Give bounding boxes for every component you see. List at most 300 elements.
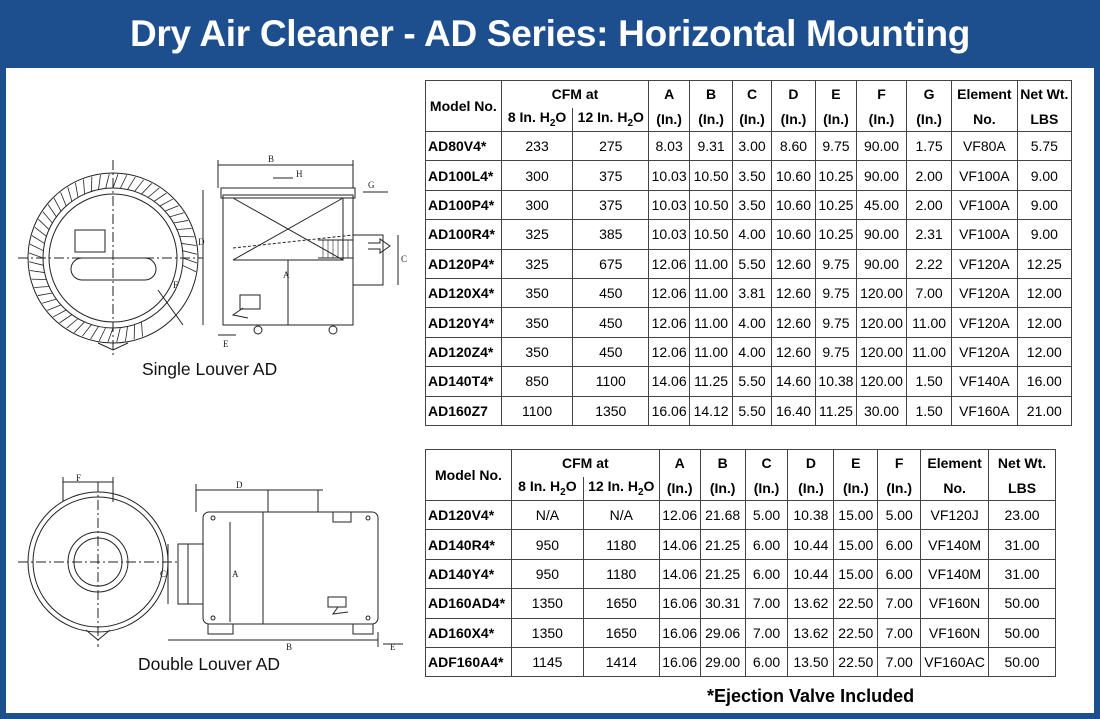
louver-blade	[74, 322, 84, 333]
louver-blade	[54, 198, 61, 211]
table-cell: 11.25	[815, 396, 856, 425]
table-cell: 12.06	[649, 278, 690, 307]
louver-blade	[174, 220, 189, 223]
single-dim-d: D	[198, 237, 205, 247]
table-cell: 9.75	[815, 337, 856, 366]
louver-blade	[29, 262, 43, 266]
louver-blade	[180, 236, 195, 237]
double-dim-f: F	[76, 473, 82, 483]
single-louver-table	[425, 80, 1072, 426]
double-dim-e: E	[390, 642, 396, 652]
table-cell: 13.62	[788, 589, 834, 618]
louver-blade	[60, 315, 72, 323]
double-dim-d: D	[236, 480, 243, 490]
louver-blade	[181, 243, 196, 245]
louver-blade	[30, 244, 43, 250]
col-dim-e: E	[815, 81, 856, 108]
model-number-cell: AD100L4*	[426, 161, 502, 190]
unit-d: (In.)	[771, 108, 815, 132]
table-cell: VF160N	[921, 589, 989, 618]
table-cell: 16.06	[659, 618, 700, 647]
table-cell: 325	[501, 220, 573, 249]
table-cell: VF120J	[921, 501, 989, 530]
table-cell: 14.12	[690, 396, 733, 425]
table-cell: 1.50	[907, 396, 952, 425]
table-row	[426, 308, 1072, 337]
table-cell: 21.00	[1017, 396, 1071, 425]
table-cell: 29.06	[700, 618, 745, 647]
table-cell: 23.00	[989, 501, 1056, 530]
table-cell: 9.75	[815, 132, 856, 161]
louver-blade	[29, 253, 43, 258]
table-cell: 9.75	[815, 249, 856, 278]
table-cell: 11.00	[690, 249, 733, 278]
double-louver-drawing	[18, 472, 418, 652]
table-cell: 11.00	[907, 308, 952, 337]
table-cell: 4.00	[733, 308, 772, 337]
single-dim-a: A	[283, 270, 290, 280]
table-cell: 31.00	[989, 559, 1056, 588]
table-cell: N/A	[583, 501, 659, 530]
single-dim-e: E	[223, 339, 229, 349]
single-louver-caption: Single Louver AD	[142, 359, 278, 379]
table-cell: 3.50	[733, 161, 772, 190]
table-cell: 22.50	[834, 589, 878, 618]
unit-d: (In.)	[788, 477, 834, 501]
page-title: Dry Air Cleaner - AD Series: Horizontal Mounting	[0, 0, 1100, 68]
col-weight: Net Wt.	[989, 450, 1056, 477]
table-cell: VF80A	[952, 132, 1018, 161]
table-cell: 10.60	[771, 190, 815, 219]
table-cell: 15.00	[834, 530, 878, 559]
table-cell: 1650	[583, 589, 659, 618]
table-cell: 6.00	[745, 559, 788, 588]
table-cell: 7.00	[745, 589, 788, 618]
table-cell: 2.31	[907, 220, 952, 249]
table-row	[426, 278, 1072, 307]
table-cell: 350	[501, 337, 573, 366]
table-cell: 5.50	[733, 367, 772, 396]
table-row	[426, 132, 1072, 161]
table-cell: 10.44	[788, 530, 834, 559]
louver-blade	[38, 219, 49, 229]
model-number-cell: AD160X4*	[426, 618, 512, 647]
table-cell: 120.00	[856, 278, 906, 307]
table-cell: 12.60	[771, 337, 815, 366]
col-dim-a: A	[649, 81, 690, 108]
table-cell: 16.40	[771, 396, 815, 425]
table-cell: 4.00	[733, 220, 772, 249]
col-model: Model No.	[426, 450, 512, 501]
table-cell: VF120A	[952, 337, 1018, 366]
table-cell: 2.22	[907, 249, 952, 278]
table-cell: 31.00	[989, 530, 1056, 559]
table-row	[426, 190, 1072, 219]
table-cell: 12.00	[1017, 337, 1071, 366]
table-cell: 1350	[511, 618, 583, 647]
unit-f: (In.)	[878, 477, 921, 501]
table-cell: 14.06	[649, 367, 690, 396]
louver-blade	[141, 322, 142, 337]
louver-blade	[183, 251, 197, 255]
table-cell: 5.50	[733, 396, 772, 425]
col-cfm: CFM at	[511, 450, 659, 477]
table-cell: 450	[573, 308, 649, 337]
table-cell: 850	[501, 367, 573, 396]
louver-blade	[43, 212, 52, 223]
col-dim-a: A	[659, 450, 700, 477]
table-cell: 10.44	[788, 559, 834, 588]
table-cell: VF140A	[952, 367, 1018, 396]
model-number-cell: AD120Y4*	[426, 308, 502, 337]
model-number-cell: AD140Y4*	[426, 559, 512, 588]
table-row	[426, 589, 1056, 618]
col-cfm-8: 8 In. $H_2O$	[501, 108, 573, 132]
louver-blade	[177, 228, 192, 229]
double-louver-table	[425, 449, 1056, 677]
table-cell: VF160A	[952, 396, 1018, 425]
col-cfm: CFM at	[501, 81, 648, 108]
table-cell: VF100A	[952, 190, 1018, 219]
louver-blade	[117, 328, 121, 342]
table-cell: 3.81	[733, 278, 772, 307]
table-cell: 1650	[583, 618, 659, 647]
table-cell: 9.31	[690, 132, 733, 161]
table-cell: 12.60	[771, 249, 815, 278]
table-cell: 8.03	[649, 132, 690, 161]
table-cell: 10.50	[690, 161, 733, 190]
double-dim-b: B	[286, 642, 293, 652]
table-cell: 300	[501, 161, 573, 190]
table-cell: 120.00	[856, 337, 906, 366]
table-cell: 3.50	[733, 190, 772, 219]
table-cell: 1180	[583, 530, 659, 559]
model-number-cell: AD100R4*	[426, 220, 502, 249]
louver-blade	[75, 183, 78, 198]
louver-blade	[91, 326, 99, 338]
louver-blade	[128, 177, 136, 189]
table-cell: 5.50	[733, 249, 772, 278]
table-cell: 50.00	[989, 589, 1056, 618]
table-cell: 16.06	[649, 396, 690, 425]
louver-blade	[170, 213, 184, 217]
table-cell: 10.60	[771, 220, 815, 249]
louver-blade	[34, 286, 49, 287]
louver-blade	[32, 236, 44, 244]
table-cell: VF160N	[921, 618, 989, 647]
table-cell: 10.38	[815, 367, 856, 396]
model-number-cell: AD160AD4*	[426, 589, 512, 618]
unit-b: (In.)	[700, 477, 745, 501]
table-cell: 10.25	[815, 161, 856, 190]
model-number-cell: ADF160A4*	[426, 647, 512, 676]
table-cell: 7.00	[878, 618, 921, 647]
table-cell: 12.06	[659, 501, 700, 530]
table-cell: 4.00	[733, 337, 772, 366]
table-cell: 2.00	[907, 190, 952, 219]
table-cell: 9.00	[1017, 220, 1071, 249]
table-cell: 950	[511, 530, 583, 559]
table-cell: 90.00	[856, 249, 906, 278]
col-model: Model No.	[426, 81, 502, 132]
table-cell: N/A	[511, 501, 583, 530]
table-cell: 675	[573, 249, 649, 278]
table-cell: 350	[501, 308, 573, 337]
table-cell: VF140M	[921, 559, 989, 588]
table-cell: 12.06	[649, 308, 690, 337]
table-row	[426, 220, 1072, 249]
table-cell: 21.68	[700, 501, 745, 530]
col-dim-c: C	[745, 450, 788, 477]
table-cell: 90.00	[856, 220, 906, 249]
table-row	[426, 559, 1056, 588]
table-cell: VF120A	[952, 278, 1018, 307]
unit-e: (In.)	[834, 477, 878, 501]
col-dim-f: F	[878, 450, 921, 477]
table-cell: 120.00	[856, 367, 906, 396]
table-cell: 12.60	[771, 278, 815, 307]
model-number-cell: AD100P4*	[426, 190, 502, 219]
table-cell: 21.25	[700, 530, 745, 559]
louver-blade	[68, 187, 72, 201]
double-dim-a: A	[232, 569, 239, 579]
table-cell: 9.75	[815, 308, 856, 337]
table-cell: 9.00	[1017, 190, 1071, 219]
louver-blade	[120, 175, 126, 188]
table-cell: VF100A	[952, 220, 1018, 249]
table-cell: 1414	[583, 647, 659, 676]
table-cell: 45.00	[856, 190, 906, 219]
table-cell: 6.00	[745, 530, 788, 559]
model-number-cell: AD80V4*	[426, 132, 502, 161]
table-cell: 15.00	[834, 501, 878, 530]
table-cell: 90.00	[856, 161, 906, 190]
table-cell: 10.03	[649, 220, 690, 249]
ejection-valve-note: *Ejection Valve Included	[707, 686, 915, 706]
table-cell: 7.00	[907, 278, 952, 307]
table-cell: 10.03	[649, 161, 690, 190]
table-cell: 450	[573, 278, 649, 307]
table-cell: 50.00	[989, 647, 1056, 676]
table-cell: 10.50	[690, 220, 733, 249]
table-cell: 12.25	[1017, 249, 1071, 278]
table-cell: 11.25	[690, 367, 733, 396]
col-dim-g: G	[907, 81, 952, 108]
louver-blade	[108, 328, 113, 342]
table-cell: 12.06	[649, 337, 690, 366]
louver-blade	[183, 258, 197, 263]
col-weight-lbs: LBS	[1017, 108, 1071, 132]
table-cell: 16.00	[1017, 367, 1071, 396]
table-cell: 350	[501, 278, 573, 307]
louver-blade	[106, 174, 110, 188]
louver-blade	[38, 293, 53, 296]
table-row	[426, 618, 1056, 647]
louver-blade	[113, 174, 118, 188]
unit-g: (In.)	[907, 108, 952, 132]
model-number-cell: AD120V4*	[426, 501, 512, 530]
col-weight: Net Wt.	[1017, 81, 1071, 108]
table-cell: 3.00	[733, 132, 772, 161]
unit-b: (In.)	[690, 108, 733, 132]
louver-blade	[160, 199, 173, 206]
louver-blade	[134, 325, 135, 340]
table-cell: 1145	[511, 647, 583, 676]
col-cfm-12: 12 In. $H_2O$	[583, 477, 659, 501]
louver-blade	[82, 325, 91, 337]
col-element-no: No.	[952, 108, 1018, 132]
col-dim-b: B	[700, 450, 745, 477]
table-cell: 8.60	[771, 132, 815, 161]
table-cell: 10.25	[815, 190, 856, 219]
table-cell: 950	[511, 559, 583, 588]
double-louver-caption: Double Louver AD	[138, 654, 281, 674]
table-cell: 10.60	[771, 161, 815, 190]
table-cell: 9.75	[815, 278, 856, 307]
louver-blade	[61, 192, 67, 206]
louver-blade	[148, 188, 159, 197]
table-row	[426, 337, 1072, 366]
model-number-cell: AD140R4*	[426, 530, 512, 559]
table-cell: 275	[573, 132, 649, 161]
table-cell: VF100A	[952, 161, 1018, 190]
table-cell: 1180	[583, 559, 659, 588]
single-dim-f: F	[173, 280, 179, 290]
col-element-no: No.	[921, 477, 989, 501]
table-row	[426, 161, 1072, 190]
col-element: Element	[952, 81, 1018, 108]
table-cell: 300	[501, 190, 573, 219]
table-cell: 7.00	[878, 647, 921, 676]
table-cell: VF120A	[952, 249, 1018, 278]
louver-blade	[42, 299, 56, 303]
unit-a: (In.)	[659, 477, 700, 501]
table-cell: 5.00	[878, 501, 921, 530]
model-number-cell: AD120X4*	[426, 278, 502, 307]
table-cell: 13.62	[788, 618, 834, 647]
col-cfm-12: 12 In. $H_2O$	[573, 108, 649, 132]
unit-f: (In.)	[856, 108, 906, 132]
table-cell: 12.00	[1017, 278, 1071, 307]
table-cell: 30.31	[700, 589, 745, 618]
single-dim-h: H	[296, 169, 303, 179]
col-element: Element	[921, 450, 989, 477]
table-cell: 325	[501, 249, 573, 278]
unit-c: (In.)	[733, 108, 772, 132]
table-cell: 6.00	[745, 647, 788, 676]
table-cell: 10.38	[788, 501, 834, 530]
col-dim-d: D	[788, 450, 834, 477]
table-cell: 10.25	[815, 220, 856, 249]
single-dim-c: C	[401, 254, 408, 264]
table-cell: 11.00	[690, 337, 733, 366]
table-cell: 10.03	[649, 190, 690, 219]
table-cell: VF140M	[921, 530, 989, 559]
louver-blade	[98, 175, 100, 190]
table-cell: 1.75	[907, 132, 952, 161]
louver-blade	[47, 305, 61, 311]
single-dim-g: G	[368, 180, 375, 190]
table-cell: 12.60	[771, 308, 815, 337]
table-cell: 22.50	[834, 647, 878, 676]
model-number-cell: AD120Z4*	[426, 337, 502, 366]
table-cell: 1100	[573, 367, 649, 396]
table-cell: 13.50	[788, 647, 834, 676]
table-cell: 16.06	[659, 589, 700, 618]
col-dim-f: F	[856, 81, 906, 108]
louver-blade	[165, 206, 179, 212]
table-cell: 1350	[511, 589, 583, 618]
table-cell: 450	[573, 337, 649, 366]
table-cell: 9.00	[1017, 161, 1071, 190]
table-cell: 375	[573, 161, 649, 190]
table-cell: 10.50	[690, 190, 733, 219]
louver-blade	[91, 177, 92, 192]
table-cell: 6.00	[878, 530, 921, 559]
louver-blade	[126, 326, 128, 341]
col-dim-e: E	[834, 450, 878, 477]
table-cell: 14.06	[659, 559, 700, 588]
table-cell: 14.60	[771, 367, 815, 396]
louver-blade	[32, 279, 47, 280]
table-row	[426, 501, 1056, 530]
louver-blade	[135, 180, 144, 192]
table-cell: 21.25	[700, 559, 745, 588]
table-cell: 1.50	[907, 367, 952, 396]
table-cell: 11.00	[690, 308, 733, 337]
table-cell: 1350	[573, 396, 649, 425]
table-cell: 12.06	[649, 249, 690, 278]
model-number-cell: AD120P4*	[426, 249, 502, 278]
table-cell: 29.00	[700, 647, 745, 676]
unit-c: (In.)	[745, 477, 788, 501]
table-row	[426, 530, 1056, 559]
table-cell: 50.00	[989, 618, 1056, 647]
louver-blade	[35, 227, 47, 236]
table-cell: 2.00	[907, 161, 952, 190]
table-cell: 11.00	[690, 278, 733, 307]
louver-blade	[141, 183, 151, 194]
table-cell: 120.00	[856, 308, 906, 337]
unit-e: (In.)	[815, 108, 856, 132]
unit-a: (In.)	[649, 108, 690, 132]
table-cell: 375	[573, 190, 649, 219]
table-row	[426, 249, 1072, 278]
model-number-cell: AD140T4*	[426, 367, 502, 396]
louver-blade	[53, 310, 66, 317]
table-cell: VF120A	[952, 308, 1018, 337]
col-dim-b: B	[690, 81, 733, 108]
table-cell: 233	[501, 132, 573, 161]
table-cell: 385	[573, 220, 649, 249]
louver-blade	[48, 205, 56, 217]
table-cell: 22.50	[834, 618, 878, 647]
table-cell: 14.06	[659, 530, 700, 559]
model-number-cell: AD160Z7	[426, 396, 502, 425]
table-cell: 5.00	[745, 501, 788, 530]
louver-blade	[30, 271, 45, 273]
table-cell: 90.00	[856, 132, 906, 161]
table-cell: 5.75	[1017, 132, 1071, 161]
single-louver-drawing	[18, 150, 418, 355]
col-weight-lbs: LBS	[989, 477, 1056, 501]
table-cell: 1100	[501, 396, 573, 425]
table-cell: 7.00	[745, 618, 788, 647]
table-cell: 30.00	[856, 396, 906, 425]
table-cell: 7.00	[878, 589, 921, 618]
table-row	[426, 367, 1072, 396]
table-cell: VF160AC	[921, 647, 989, 676]
